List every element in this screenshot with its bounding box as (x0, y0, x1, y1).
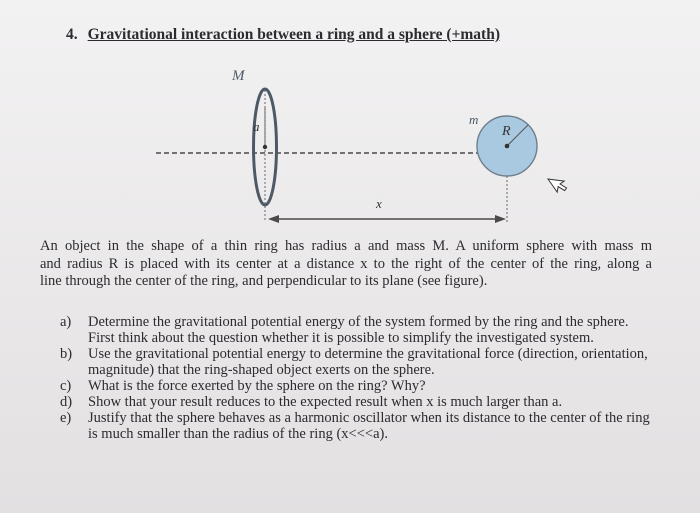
question-item (60, 378, 650, 394)
question-letter: e) (60, 410, 72, 426)
description-line: An object in the shape of a thin ring has radius a and mass M. A uniform sphere with mass m (40, 238, 652, 254)
problem-title: Gravitational interaction between a ring and a sphere (+math) (87, 26, 501, 43)
question-text: What is the force exerted by the sphere on the ring? Why? (88, 378, 426, 394)
distance-arrowhead-left (268, 215, 279, 223)
distance-label: x (376, 196, 382, 211)
problem-description (40, 238, 652, 291)
ring-radius-label: a (253, 119, 260, 134)
question-letter: b) (60, 346, 73, 362)
sphere-mass-label: m (469, 112, 479, 127)
question-text: Use the gravitational potential energy to determine the gravitational force (direction, orientation, magnitude) that the ring-shaped object exerts on the sphere. (88, 346, 648, 378)
question-text: Show that your result reduces to the expected result when x is much larger than a. (88, 394, 563, 410)
mouse-cursor-icon (548, 172, 569, 194)
question-list (60, 314, 650, 442)
question-item (60, 394, 650, 410)
ring-sphere-figure (0, 0, 700, 240)
question-letter: d) (60, 394, 73, 410)
sphere-radius-label: R (502, 124, 511, 139)
question-text: Justify that the sphere behaves as a harmonic oscillator when its distance to the center of the ring is much smaller than the radius of the ring (x<<<a). (88, 410, 650, 442)
ring-mass-label: M (232, 68, 245, 84)
question-item (60, 314, 650, 346)
problem-number: 4. (66, 26, 78, 43)
sphere-center-dot (505, 144, 510, 149)
question-item (60, 410, 650, 442)
question-item (60, 346, 650, 378)
ring-center-dot (263, 145, 267, 149)
question-letter: a) (60, 314, 72, 330)
question-text: Determine the gravitational potential energy of the system formed by the ring and the sphere. First think about the question whether it is possible to simplify the investigated system. (88, 314, 629, 346)
question-letter: c) (60, 378, 72, 394)
description-line: and radius R is placed with its center at a distance x to the right of the center of the ring, along a (40, 255, 652, 272)
distance-arrowhead-right (495, 215, 506, 223)
description-line: line through the center of the ring, and perpendicular to its plane (see figure). (40, 273, 488, 289)
